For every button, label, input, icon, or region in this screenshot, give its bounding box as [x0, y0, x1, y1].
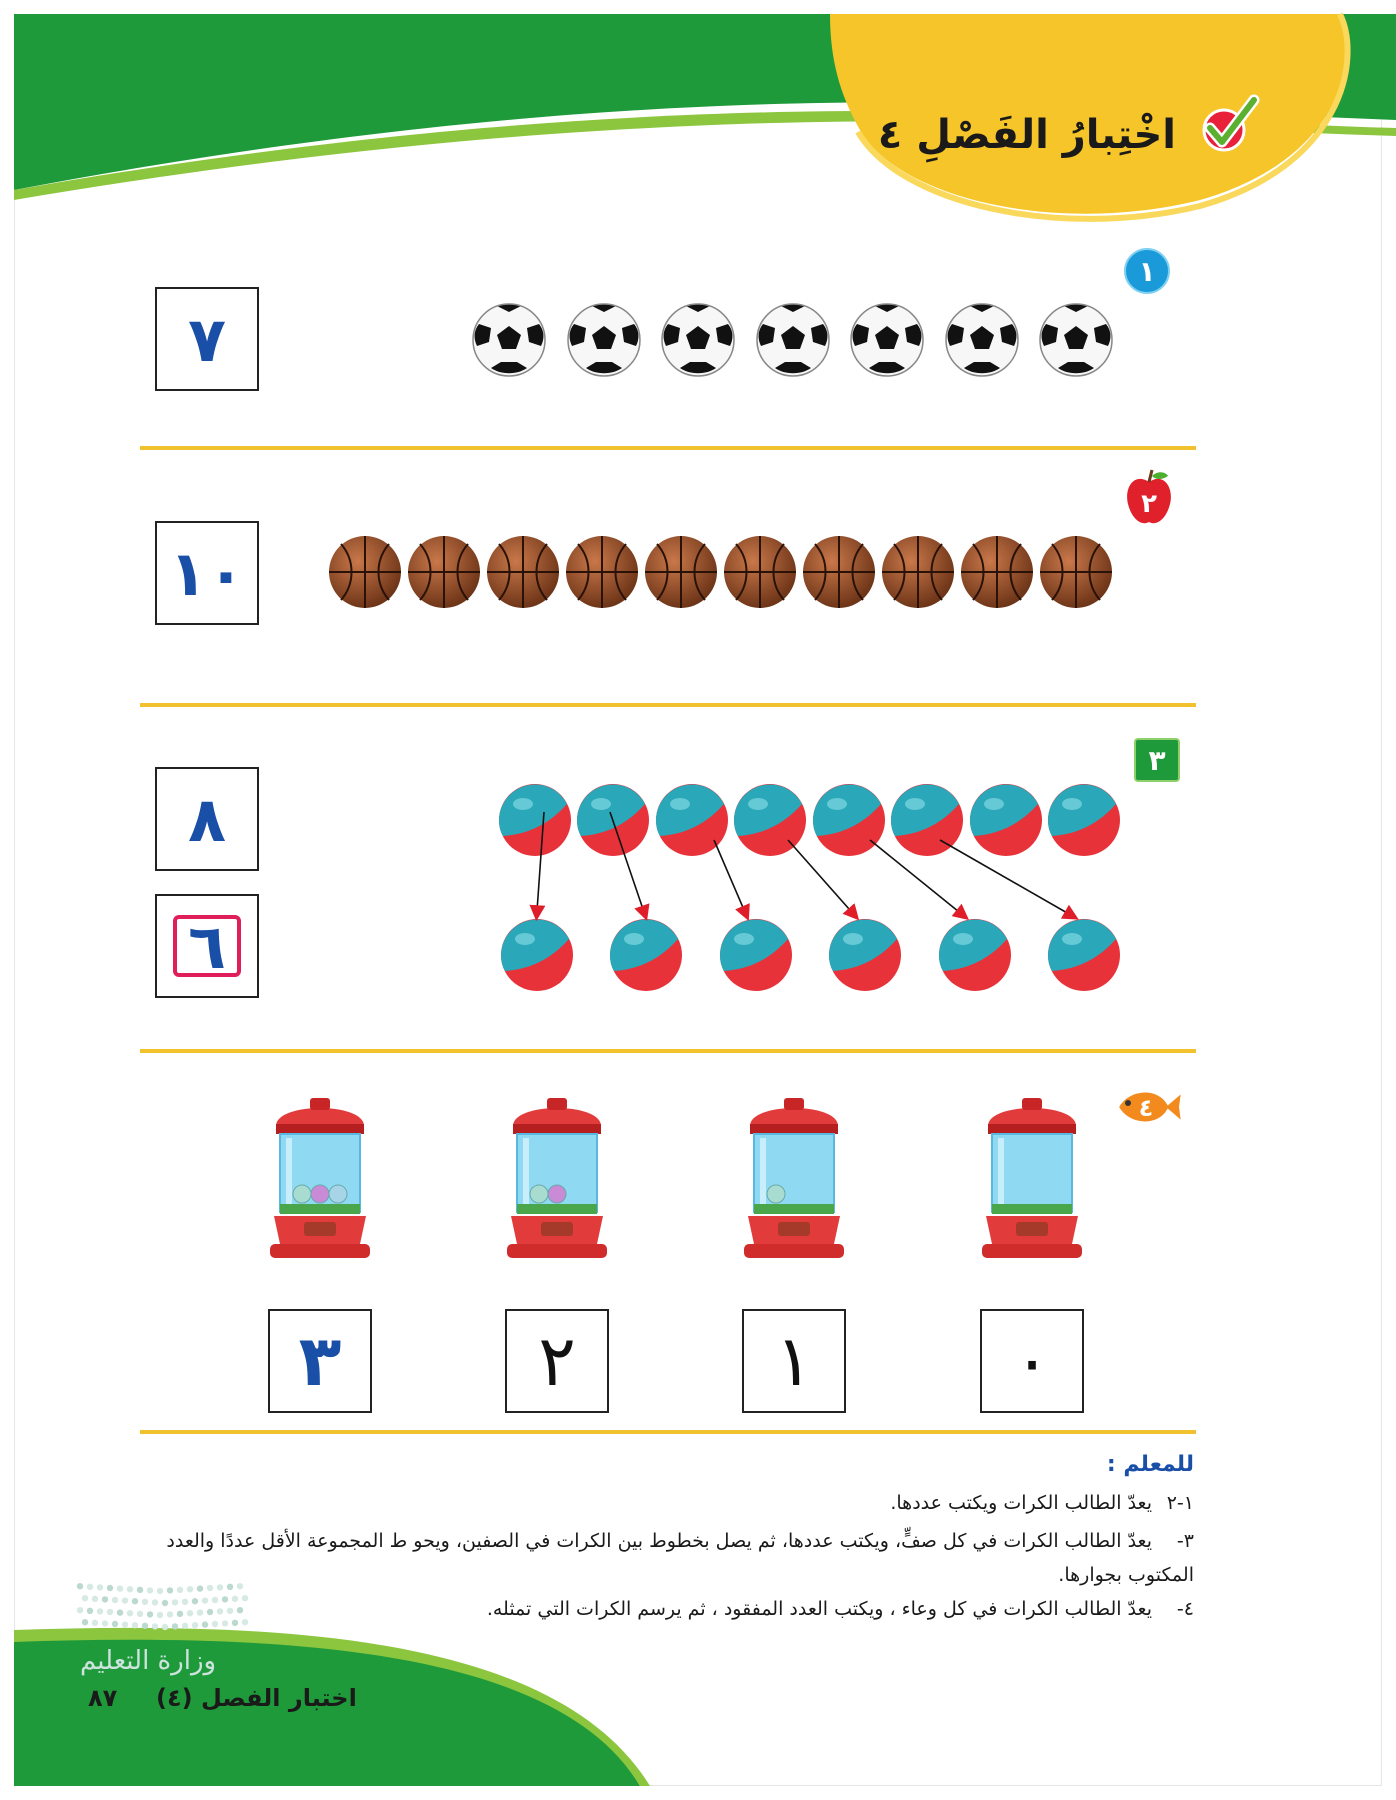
- logo-dot: [242, 1595, 248, 1601]
- question-1-number: ١: [1138, 254, 1156, 288]
- connect-arrow: [537, 812, 545, 918]
- fish-icon: [1114, 1084, 1186, 1130]
- divider-4: [140, 1430, 1196, 1434]
- logo-dot: [217, 1584, 223, 1590]
- logo-dot: [127, 1586, 133, 1592]
- logo-dot: [117, 1585, 123, 1591]
- logo-dot: [92, 1596, 98, 1602]
- gumball-machine: [264, 1094, 376, 1270]
- note-text-3: المكتوب بجوارها.: [1058, 1564, 1194, 1586]
- note-line-1: [134, 1486, 1194, 1520]
- logo-dot: [187, 1586, 193, 1592]
- logo-dot: [172, 1623, 178, 1629]
- logo-dot: [192, 1622, 198, 1628]
- logo-dot: [237, 1583, 243, 1589]
- logo-dot: [112, 1597, 118, 1603]
- logo-dot: [167, 1587, 173, 1593]
- question-3-answer-top: ٨: [188, 782, 226, 856]
- logo-dot: [222, 1596, 228, 1602]
- logo-dot: [107, 1609, 113, 1615]
- logo-dot: [237, 1607, 243, 1613]
- logo-dot: [207, 1585, 213, 1591]
- logo-dot: [217, 1608, 223, 1614]
- logo-dot: [107, 1585, 113, 1591]
- question-4-answer: ٠: [1013, 1320, 1051, 1402]
- logo-dot: [87, 1608, 93, 1614]
- logo-dot: [157, 1588, 163, 1594]
- question-4-answer-box[interactable]: [505, 1309, 609, 1413]
- connect-arrow: [714, 840, 748, 918]
- logo-dot: [162, 1600, 168, 1606]
- logo-dot: [77, 1607, 83, 1613]
- logo-dot: [132, 1622, 138, 1628]
- question-4-answer: ٣: [298, 1320, 342, 1402]
- logo-dot: [202, 1621, 208, 1627]
- logo-dot: [117, 1609, 123, 1615]
- logo-dot: [162, 1624, 168, 1630]
- logo-dot: [227, 1608, 233, 1614]
- question-4-answer-box[interactable]: [980, 1309, 1084, 1413]
- logo-dot: [97, 1608, 103, 1614]
- logo-dot: [172, 1599, 178, 1605]
- page-number: ٨٧: [88, 1684, 118, 1712]
- connect-arrow: [788, 840, 857, 918]
- question-1-answer: ٧: [188, 302, 226, 376]
- logo-dot: [147, 1587, 153, 1593]
- question-3-answer-box-top[interactable]: [155, 767, 259, 871]
- connect-arrow: [870, 840, 967, 918]
- logo-dot: [112, 1621, 118, 1627]
- logo-dot: [92, 1620, 98, 1626]
- logo-dot: [82, 1595, 88, 1601]
- logo-dot: [122, 1597, 128, 1603]
- question-3-answer-bottom: ٦: [188, 909, 226, 983]
- logo-dot: [187, 1610, 193, 1616]
- logo-dot: [197, 1609, 203, 1615]
- logo-dot: [197, 1585, 203, 1591]
- connect-arrow: [940, 840, 1076, 918]
- logo-dot: [167, 1611, 173, 1617]
- question-4-answer: ٢: [538, 1320, 576, 1402]
- logo-dot: [222, 1620, 228, 1626]
- logo-dot: [182, 1623, 188, 1629]
- question-3-answer-box-bottom[interactable]: [155, 894, 259, 998]
- note-line-2: [134, 1524, 1194, 1558]
- note-text-4: يعدّ الطالب الكرات في كل وعاء ، ويكتب العدد المفقود ، ثم يرسم الكرات التي تمثله.: [486, 1598, 1152, 1620]
- logo-dot: [212, 1597, 218, 1603]
- note-num-1: ١-٢: [1166, 1492, 1194, 1514]
- question-3-number: ٣: [1148, 743, 1166, 777]
- logo-dot: [137, 1587, 143, 1593]
- logo-dot: [87, 1584, 93, 1590]
- logo-dot: [232, 1620, 238, 1626]
- logo-dot: [147, 1611, 153, 1617]
- question-2-answer: ١٠: [169, 536, 245, 610]
- note-text-2: يعدّ الطالب الكرات في كل صفٍّ، ويكتب عددها، ثم يصل بخطوط بين الكرات في الصفين، ويحو ط المجموعة الأقل عددًا والعدد: [166, 1530, 1152, 1552]
- logo-dot: [152, 1623, 158, 1629]
- question-4-answer-box[interactable]: [268, 1309, 372, 1413]
- logo-dot: [142, 1599, 148, 1605]
- logo-dot: [97, 1584, 103, 1590]
- logo-dot: [227, 1584, 233, 1590]
- logo-dot: [157, 1612, 163, 1618]
- question-4-answer-box[interactable]: [742, 1309, 846, 1413]
- logo-dot: [132, 1598, 138, 1604]
- question-4-answer: ١: [775, 1320, 813, 1402]
- note-num-2: ٣-: [1176, 1530, 1194, 1552]
- logo-dot: [102, 1596, 108, 1602]
- footer-chapter-label: اختبار الفصل (٤): [156, 1684, 357, 1712]
- logo-dot: [177, 1611, 183, 1617]
- logo-dot: [152, 1599, 158, 1605]
- logo-dot: [82, 1619, 88, 1625]
- question-2-number: ٢: [1141, 489, 1157, 519]
- logo-dot: [232, 1596, 238, 1602]
- logo-dot: [212, 1621, 218, 1627]
- teacher-notes-title: للمعلم :: [1106, 1452, 1194, 1477]
- logo-dot: [127, 1610, 133, 1616]
- question-4-number: ٤: [1138, 1094, 1154, 1122]
- logo-dot: [142, 1623, 148, 1629]
- gumball-machine: [738, 1094, 850, 1270]
- connect-arrow: [610, 812, 646, 918]
- logo-dot: [207, 1609, 213, 1615]
- logo-dot: [137, 1611, 143, 1617]
- divider-3: [140, 1049, 1196, 1053]
- logo-dot: [102, 1620, 108, 1626]
- page-title: اخْتِبارُ الفَصْلِ ٤: [877, 112, 1176, 158]
- note-num-4: ٤-: [1176, 1598, 1194, 1620]
- logo-dot: [177, 1587, 183, 1593]
- logo-dot: [202, 1597, 208, 1603]
- ministry-logo: [74, 1578, 250, 1638]
- gumball-machine: [501, 1094, 613, 1270]
- note-text-1: يعدّ الطالب الكرات ويكتب عددها.: [890, 1492, 1152, 1514]
- logo-dot: [182, 1599, 188, 1605]
- logo-dot: [77, 1583, 83, 1589]
- logo-dot: [192, 1598, 198, 1604]
- question-3-circled-answer: [173, 909, 241, 983]
- ministry-name: وزارة التعليم: [80, 1646, 217, 1676]
- logo-dot: [242, 1619, 248, 1625]
- logo-dot: [122, 1621, 128, 1627]
- gumball-machine: [976, 1094, 1088, 1270]
